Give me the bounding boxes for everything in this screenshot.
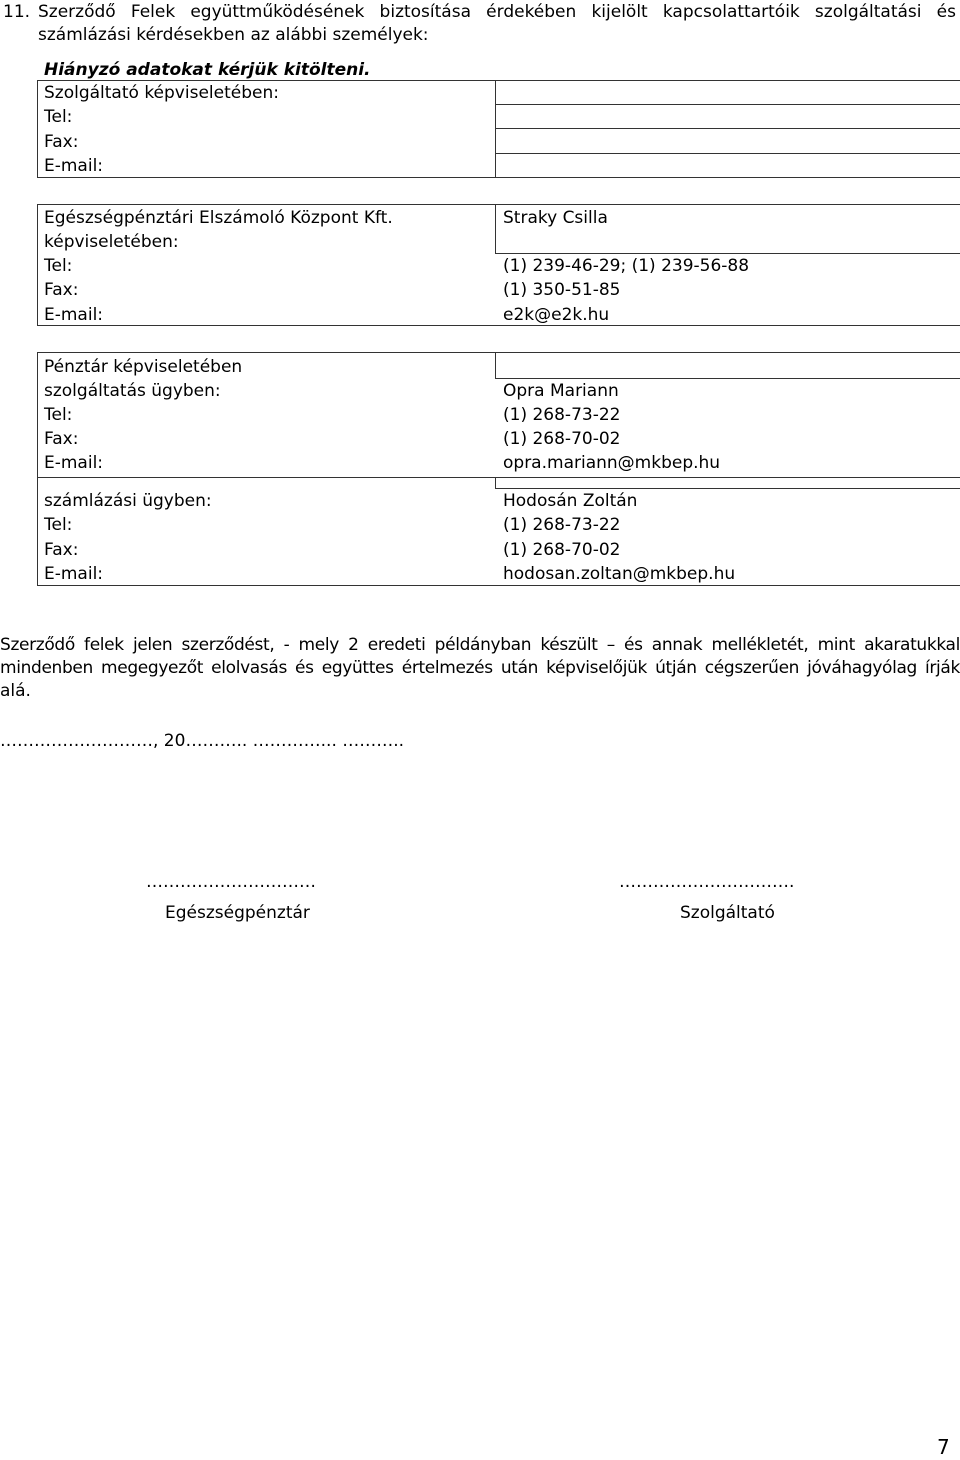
ek-fax-value: (1) 350-51-85 (503, 280, 621, 300)
fund-service-fax-label: Fax: (44, 429, 79, 449)
signature-right-label: Szolgáltató (680, 903, 775, 923)
fund-billing-fax-value: (1) 268-70-02 (503, 540, 621, 560)
fund-service-label: szolgáltatás ügyben: (44, 381, 221, 401)
closing-line3: alá. (0, 681, 31, 701)
fund-table-rule (37, 477, 960, 478)
closing-paragraph (0, 634, 960, 703)
closing-line1: Szerződő felek jelen szerződést, - mely 2 eredeti példányban készült – és annak mellékletét, mint akaratukkal (0, 635, 960, 655)
ek-org-representation: képviseletében: (44, 232, 179, 252)
fund-table-rule (495, 488, 960, 489)
provider-tel-label: Tel: (44, 107, 73, 127)
fund-table-divider (495, 352, 496, 378)
ek-email-value: e2k@e2k.hu (503, 305, 610, 325)
fund-service-email-value: opra.mariann@mkbep.hu (503, 453, 721, 473)
ek-tel-value: (1) 239-46-29; (1) 239-56-88 (503, 256, 750, 276)
missing-data-notice: Hiányzó adatokat kérjük kitölteni. (44, 60, 371, 80)
fund-billing-fax-label: Fax: (44, 540, 79, 560)
fund-service-email-label: E-mail: (44, 453, 104, 473)
ek-tel-label: Tel: (44, 256, 73, 276)
fund-table-rule (495, 378, 960, 379)
fund-service-tel-label: Tel: (44, 405, 73, 425)
fund-service-name: Opra Mariann (503, 381, 619, 401)
ek-fax-label: Fax: (44, 280, 79, 300)
fund-table-divider (495, 477, 496, 488)
fund-billing-name: Hodosán Zoltán (503, 491, 638, 511)
ek-table-divider (495, 204, 496, 253)
provider-table-rule (495, 104, 960, 105)
ek-table-rule (495, 253, 960, 254)
signature-right-dots: …………………………. (619, 872, 795, 892)
fund-billing-email-label: E-mail: (44, 564, 104, 584)
signature-left-label: Egészségpénztár (165, 903, 310, 923)
fund-billing-label: számlázási ügyben: (44, 491, 212, 511)
fund-service-fax-value: (1) 268-70-02 (503, 429, 621, 449)
closing-line2: mindenben megegyezőt elolvasás és együttes értelmezés után képviselőjük útján cégszerűen jóváhagyólag írják (0, 658, 960, 678)
signature-left-dots: ………………………… (146, 872, 316, 892)
provider-table-divider (495, 80, 496, 178)
section-heading-line1: Szerződő Felek együttműködésének biztosítása érdekében kijelölt kapcsolattartóik szolgáltatási és (38, 2, 956, 22)
provider-table-rule (495, 153, 960, 154)
fund-billing-tel-value: (1) 268-73-22 (503, 515, 621, 535)
ek-org-name: Egészségpénztári Elszámoló Központ Kft. (44, 208, 393, 228)
provider-title: Szolgáltató képviseletében: (44, 83, 279, 103)
ek-contact-name: Straky Csilla (503, 208, 608, 228)
provider-email-label: E-mail: (44, 156, 104, 176)
fund-billing-email-value: hodosan.zoltan@mkbep.hu (503, 564, 736, 584)
fund-service-tel-value: (1) 268-73-22 (503, 405, 621, 425)
provider-fax-label: Fax: (44, 132, 79, 152)
ek-email-label: E-mail: (44, 305, 104, 325)
fund-title: Pénztár képviseletében (44, 357, 243, 377)
page-number: 7 (937, 1435, 950, 1459)
fund-billing-tel-label: Tel: (44, 515, 73, 535)
section-number: 11. (3, 2, 31, 22)
provider-table-rule (495, 128, 960, 129)
date-line: ………………………, 20……….. …………... ……….. (0, 731, 405, 751)
section-heading-line2: számlázási kérdésekben az alábbi személyek: (38, 25, 429, 45)
